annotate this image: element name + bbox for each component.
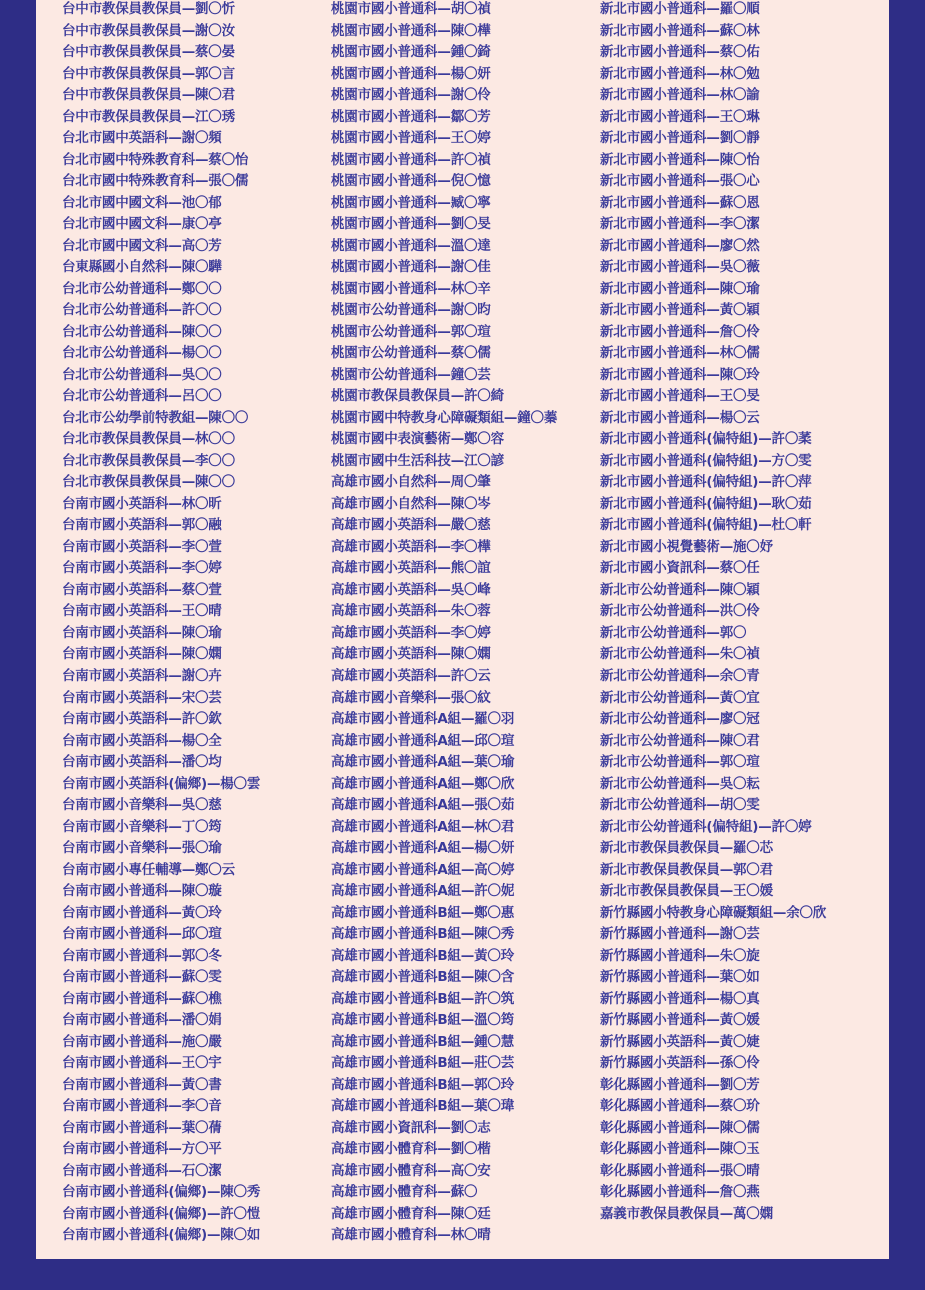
list-item: 高雄市國小普通科B組—許〇筑 — [331, 990, 514, 1007]
list-item: 台北市教保員教保員—陳〇〇 — [62, 474, 235, 491]
list-item: 新北市公幼普通科—陳〇穎 — [600, 581, 760, 598]
list-item: 新竹縣國小特教身心障礙類組—余〇欣 — [600, 904, 827, 921]
list-item: 高雄市國小普通科A組—邱〇瑄 — [331, 732, 515, 749]
list-item: 台南市國小普通科—蘇〇樵 — [62, 990, 222, 1007]
list-item: 台南市國小普通科—葉〇蒨 — [62, 1119, 222, 1136]
list-item: 高雄市國小普通科B組—溫〇筠 — [331, 1012, 514, 1029]
list-item: 高雄市國小英語科—陳〇嫻 — [331, 646, 491, 663]
list-item: 台北市國中國文科—池〇郁 — [62, 194, 222, 211]
list-item: 桃園市國中表演藝術—鄭〇容 — [331, 431, 504, 448]
list-item: 高雄市國小普通科A組—葉〇瑜 — [331, 754, 515, 771]
list-item: 彰化縣國小普通科—蔡〇玠 — [600, 1098, 760, 1115]
list-item: 桃園市國小普通科—鍾〇錡 — [331, 44, 491, 61]
list-item: 台北市公幼普通科—鄭〇〇 — [62, 280, 222, 297]
list-item: 新北市國小視覺藝術—施〇妤 — [600, 538, 773, 555]
list-item: 桃園市國小普通科—倪〇憶 — [331, 173, 491, 190]
list-item: 台中市教保員教保員—陳〇君 — [62, 87, 235, 104]
list-item: 台北市公幼普通科—吳〇〇 — [62, 366, 222, 383]
list-item: 新北市國小普通科—吳〇薇 — [600, 259, 760, 276]
list-item: 台南市國小英語科(偏鄉)—楊〇雲 — [62, 775, 261, 792]
list-item: 桃園市國小普通科—溫〇達 — [331, 237, 491, 254]
list-item: 高雄市國小普通科B組—黃〇玲 — [331, 947, 514, 964]
list-item: 新竹縣國小普通科—朱〇旋 — [600, 947, 760, 964]
list-item: 新北市國小普通科(偏特組)—杜〇軒 — [600, 517, 812, 534]
list-item: 新北市公幼普通科—陳〇君 — [600, 732, 760, 749]
list-item: 高雄市國小普通科A組—高〇婷 — [331, 861, 515, 878]
list-item: 新北市國小普通科—陳〇玲 — [600, 366, 760, 383]
list-item: 高雄市國小自然科—陳〇岑 — [331, 495, 491, 512]
list-item: 高雄市國小普通科A組—羅〇羽 — [331, 711, 515, 728]
list-item: 台北市國中特殊教育科—蔡〇怡 — [62, 151, 249, 168]
list-item: 台南市國小普通科(偏鄉)—陳〇秀 — [62, 1184, 261, 1201]
list-item: 新北市國小普通科—陳〇怡 — [600, 151, 760, 168]
list-item: 台中市教保員教保員—謝〇汝 — [62, 22, 235, 39]
list-column-2 — [331, 0, 557, 1247]
list-item: 台南市國小普通科—黃〇玲 — [62, 904, 222, 921]
list-item: 新竹縣國小普通科—黃〇媛 — [600, 1012, 760, 1029]
list-item: 桃園市公幼普通科—鐘〇芸 — [331, 366, 491, 383]
list-item: 彰化縣國小普通科—詹〇燕 — [600, 1184, 760, 1201]
list-item: 新北市公幼普通科—吳〇耘 — [600, 775, 760, 792]
list-item: 台南市國小普通科(偏鄉)—許〇愷 — [62, 1205, 261, 1222]
list-item: 桃園市國小普通科—臧〇寧 — [331, 194, 491, 211]
list-item: 桃園市國小普通科—謝〇佳 — [331, 259, 491, 276]
list-item: 桃園市公幼普通科—蔡〇儒 — [331, 345, 491, 362]
list-item: 桃園市公幼普通科—謝〇昀 — [331, 302, 491, 319]
results-panel — [36, 0, 889, 1259]
list-item: 新北市國小普通科—王〇旻 — [600, 388, 760, 405]
list-item: 台北市國中國文科—康〇亭 — [62, 216, 222, 233]
list-item: 桃園市國小普通科—謝〇伶 — [331, 87, 491, 104]
list-item: 新北市國小普通科—王〇琳 — [600, 108, 760, 125]
list-item: 高雄市國小英語科—熊〇誼 — [331, 560, 491, 577]
list-item: 新北市國小普通科—張〇心 — [600, 173, 760, 190]
list-item: 桃園市公幼普通科—郭〇瑄 — [331, 323, 491, 340]
list-item: 台南市國小英語科—許〇欽 — [62, 711, 222, 728]
list-item: 新北市國小普通科—黃〇穎 — [600, 302, 760, 319]
list-item: 高雄市國小普通科A組—林〇君 — [331, 818, 515, 835]
list-item: 新竹縣國小英語科—黃〇婕 — [600, 1033, 760, 1050]
list-item: 桃園市國小普通科—楊〇妍 — [331, 65, 491, 82]
list-item: 新北市國小普通科—羅〇順 — [600, 1, 760, 17]
list-item: 高雄市國小普通科B組—郭〇玲 — [331, 1076, 514, 1093]
list-item: 台南市國小英語科—郭〇融 — [62, 517, 222, 534]
list-item: 新北市國小普通科—李〇潔 — [600, 216, 760, 233]
list-item: 新北市公幼普通科—朱〇禎 — [600, 646, 760, 663]
list-item: 台南市國小音樂科—張〇瑜 — [62, 840, 222, 857]
list-item: 台南市國小普通科(偏鄉)—陳〇如 — [62, 1227, 261, 1244]
list-item: 彰化縣國小普通科—陳〇儒 — [600, 1119, 760, 1136]
list-item: 彰化縣國小普通科—劉〇芳 — [600, 1076, 760, 1093]
list-item: 高雄市國小體育科—林〇晴 — [331, 1227, 491, 1244]
list-item: 高雄市國小英語科—朱〇蓉 — [331, 603, 491, 620]
list-item: 新北市教保員教保員—羅〇芯 — [600, 840, 773, 857]
list-item: 台南市國小英語科—宋〇芸 — [62, 689, 222, 706]
list-item: 台北市教保員教保員—李〇〇 — [62, 452, 235, 469]
list-item: 台南市國小普通科—陳〇璇 — [62, 883, 222, 900]
list-item: 高雄市國小普通科B組—鄭〇惠 — [331, 904, 514, 921]
list-item: 高雄市國小普通科A組—張〇茹 — [331, 797, 515, 814]
list-item: 台南市國小英語科—李〇婷 — [62, 560, 222, 577]
list-item: 新北市國小普通科—林〇諭 — [600, 87, 760, 104]
list-item: 彰化縣國小普通科—陳〇玉 — [600, 1141, 760, 1158]
list-item: 桃園市國小普通科—林〇辛 — [331, 280, 491, 297]
list-item: 高雄市國小普通科A組—鄭〇欣 — [331, 775, 515, 792]
list-item: 新北市國小普通科—蘇〇恩 — [600, 194, 760, 211]
list-item: 高雄市國小體育科—高〇安 — [331, 1162, 491, 1179]
list-item: 台中市教保員教保員—郭〇言 — [62, 65, 235, 82]
list-item: 新北市公幼普通科—郭〇 — [600, 624, 747, 641]
list-item: 桃園市國中生活科技—江〇諺 — [331, 452, 504, 469]
list-item: 高雄市國小英語科—嚴〇慈 — [331, 517, 491, 534]
list-item: 台南市國小英語科—謝〇卉 — [62, 667, 222, 684]
list-item: 台北市公幼學前特教組—陳〇〇 — [62, 409, 249, 426]
list-item: 新北市公幼普通科—郭〇瑄 — [600, 754, 760, 771]
list-item: 台北市公幼普通科—楊〇〇 — [62, 345, 222, 362]
list-item: 新北市國小普通科(偏特組)—許〇葇 — [600, 431, 812, 448]
list-item: 高雄市國小英語科—李〇樺 — [331, 538, 491, 555]
list-item: 台南市國小普通科—黃〇書 — [62, 1076, 222, 1093]
list-item: 台南市國小普通科—石〇潔 — [62, 1162, 222, 1179]
list-item: 台南市國小普通科—郭〇冬 — [62, 947, 222, 964]
list-item: 台南市國小英語科—李〇萱 — [62, 538, 222, 555]
list-item: 嘉義市教保員教保員—萬〇嫻 — [600, 1205, 773, 1222]
list-item: 新北市國小普通科—林〇勉 — [600, 65, 760, 82]
list-item: 高雄市國小普通科B組—陳〇含 — [331, 969, 514, 986]
list-column-3 — [600, 0, 826, 1225]
list-item: 桃園市國中特教身心障礙類組—鐘〇蓁 — [331, 409, 558, 426]
list-item: 桃園市國小普通科—陳〇樺 — [331, 22, 491, 39]
list-item: 新北市國小資訊科—蔡〇任 — [600, 560, 760, 577]
list-item: 新竹縣國小普通科—葉〇如 — [600, 969, 760, 986]
list-item: 高雄市國小普通科B組—陳〇秀 — [331, 926, 514, 943]
list-item: 新北市國小普通科—蘇〇林 — [600, 22, 760, 39]
list-item: 高雄市國小音樂科—張〇紋 — [331, 689, 491, 706]
list-item: 新北市國小普通科—陳〇瑜 — [600, 280, 760, 297]
list-item: 新北市國小普通科(偏特組)—方〇雯 — [600, 452, 812, 469]
list-item: 台南市國小音樂科—丁〇筠 — [62, 818, 222, 835]
list-item: 新北市公幼普通科—余〇青 — [600, 667, 760, 684]
list-item: 高雄市國小體育科—劉〇楷 — [331, 1141, 491, 1158]
list-item: 高雄市國小體育科—蘇〇 — [331, 1184, 478, 1201]
list-item: 新北市公幼普通科—胡〇雯 — [600, 797, 760, 814]
list-item: 台南市國小英語科—林〇昕 — [62, 495, 222, 512]
list-item: 桃園市國小普通科—許〇禎 — [331, 151, 491, 168]
list-item: 高雄市國小英語科—吳〇峰 — [331, 581, 491, 598]
list-item: 台南市國小英語科—陳〇瑜 — [62, 624, 222, 641]
list-item: 彰化縣國小普通科—張〇晴 — [600, 1162, 760, 1179]
list-item: 台南市國小英語科—王〇晴 — [62, 603, 222, 620]
list-item: 新北市國小普通科—楊〇云 — [600, 409, 760, 426]
list-item: 新竹縣國小英語科—孫〇伶 — [600, 1055, 760, 1072]
list-item: 新北市公幼普通科—黃〇宜 — [600, 689, 760, 706]
list-item: 台南市國小專任輔導—鄭〇云 — [62, 861, 235, 878]
list-item: 新北市教保員教保員—郭〇君 — [600, 861, 773, 878]
list-item: 新北市公幼普通科—廖〇冠 — [600, 711, 760, 728]
list-item: 台南市國小普通科—潘〇娟 — [62, 1012, 222, 1029]
list-item: 高雄市國小英語科—李〇婷 — [331, 624, 491, 641]
list-item: 台東縣國小自然科—陳〇驊 — [62, 259, 222, 276]
list-item: 新北市國小普通科—劉〇靜 — [600, 130, 760, 147]
list-item: 新北市教保員教保員—王〇媛 — [600, 883, 773, 900]
list-item: 台中市教保員教保員—劉〇忻 — [62, 1, 235, 17]
list-item: 桃園市國小普通科—鄒〇芳 — [331, 108, 491, 125]
list-item: 高雄市國小體育科—陳〇廷 — [331, 1205, 491, 1222]
list-item: 新北市公幼普通科(偏特組)—許〇婷 — [600, 818, 812, 835]
list-item: 台南市國小普通科—王〇宇 — [62, 1055, 222, 1072]
list-item: 台南市國小普通科—蘇〇雯 — [62, 969, 222, 986]
list-item: 台北市公幼普通科—陳〇〇 — [62, 323, 222, 340]
list-item: 新北市公幼普通科—洪〇伶 — [600, 603, 760, 620]
list-item: 高雄市國小普通科B組—鍾〇慧 — [331, 1033, 514, 1050]
list-column-1 — [62, 0, 260, 1247]
list-item: 台南市國小普通科—方〇平 — [62, 1141, 222, 1158]
list-item: 新竹縣國小普通科—謝〇芸 — [600, 926, 760, 943]
list-item: 台北市國中英語科—謝〇頻 — [62, 130, 222, 147]
list-item: 新北市國小普通科—詹〇伶 — [600, 323, 760, 340]
list-item: 台北市公幼普通科—呂〇〇 — [62, 388, 222, 405]
list-item: 台南市國小普通科—施〇嚴 — [62, 1033, 222, 1050]
list-item: 台南市國小英語科—蔡〇萱 — [62, 581, 222, 598]
list-item: 台北市國中國文科—高〇芳 — [62, 237, 222, 254]
list-item: 新北市國小普通科—蔡〇佑 — [600, 44, 760, 61]
list-item: 台北市國中特殊教育科—張〇儒 — [62, 173, 249, 190]
list-item: 高雄市國小普通科A組—楊〇妍 — [331, 840, 515, 857]
list-item: 台南市國小英語科—陳〇嫻 — [62, 646, 222, 663]
list-item: 新北市國小普通科(偏特組)—許〇萍 — [600, 474, 812, 491]
list-item: 高雄市國小普通科B組—葉〇瑋 — [331, 1098, 514, 1115]
list-item: 高雄市國小英語科—許〇云 — [331, 667, 491, 684]
list-item: 台南市國小普通科—李〇音 — [62, 1098, 222, 1115]
list-item: 台中市教保員教保員—江〇琇 — [62, 108, 235, 125]
list-item: 台南市國小英語科—楊〇全 — [62, 732, 222, 749]
list-item: 高雄市國小普通科A組—許〇妮 — [331, 883, 515, 900]
list-item: 高雄市國小普通科B組—莊〇芸 — [331, 1055, 514, 1072]
list-item: 桃園市國小普通科—王〇婷 — [331, 130, 491, 147]
list-item: 台北市公幼普通科—許〇〇 — [62, 302, 222, 319]
list-item: 台南市國小英語科—潘〇均 — [62, 754, 222, 771]
list-item: 台中市教保員教保員—蔡〇晏 — [62, 44, 235, 61]
list-item: 台北市教保員教保員—林〇〇 — [62, 431, 235, 448]
list-item: 台南市國小普通科—邱〇瑄 — [62, 926, 222, 943]
list-item: 高雄市國小資訊科—劉〇志 — [331, 1119, 491, 1136]
list-item: 高雄市國小自然科—周〇肇 — [331, 474, 491, 491]
list-item: 桃園市國小普通科—劉〇旻 — [331, 216, 491, 233]
list-item: 新竹縣國小普通科—楊〇真 — [600, 990, 760, 1007]
list-item: 新北市國小普通科—廖〇然 — [600, 237, 760, 254]
list-item: 台南市國小音樂科—吳〇慈 — [62, 797, 222, 814]
list-item: 新北市國小普通科(偏特組)—耿〇茹 — [600, 495, 812, 512]
list-item: 新北市國小普通科—林〇儒 — [600, 345, 760, 362]
list-item: 桃園市國小普通科—胡〇禎 — [331, 1, 491, 17]
list-item: 桃園市教保員教保員—許〇綺 — [331, 388, 504, 405]
